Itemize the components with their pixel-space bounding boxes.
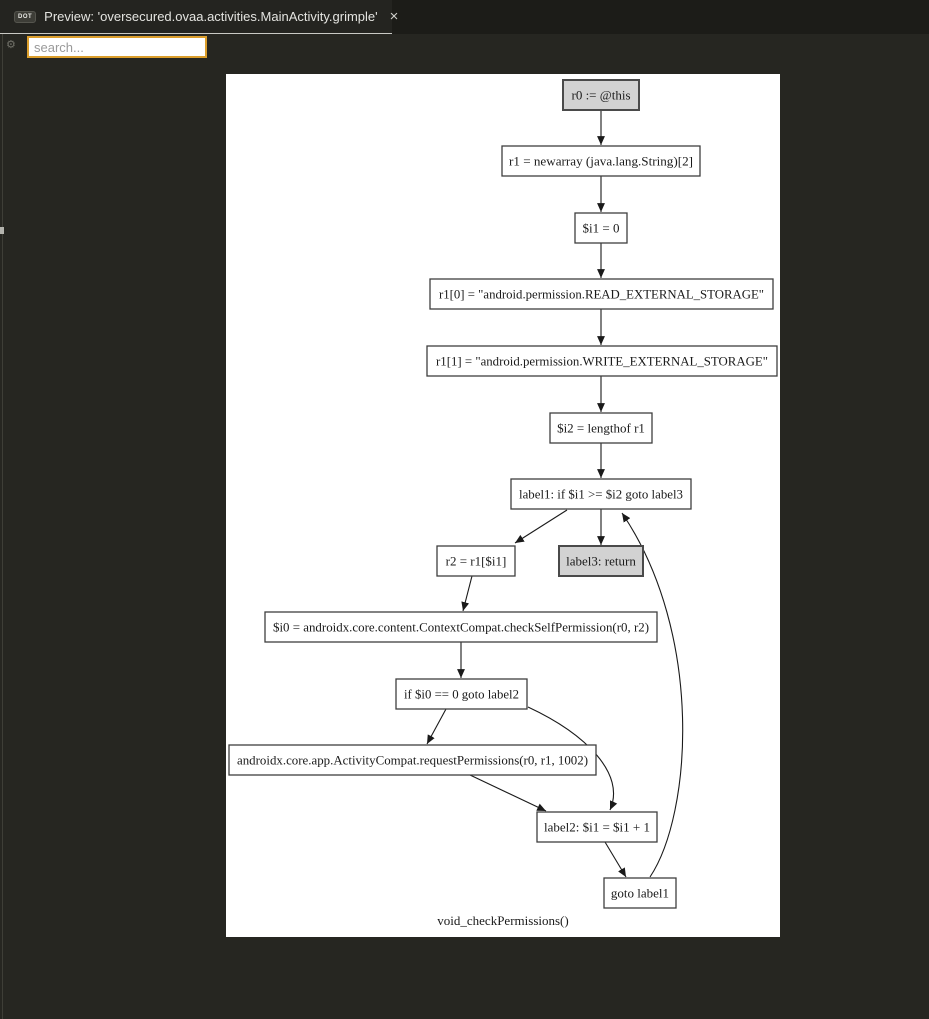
node-r2-index bbox=[437, 546, 515, 576]
node-r0-this bbox=[563, 80, 639, 110]
tab-dot-preview[interactable] bbox=[0, 0, 399, 34]
node-label: $i1 = 0 bbox=[582, 220, 620, 236]
node-checkselfpermission bbox=[265, 612, 657, 642]
sidebar-sash bbox=[2, 34, 3, 1019]
tab-bar bbox=[0, 0, 929, 34]
node-newarray bbox=[502, 146, 700, 176]
sash-handle[interactable] bbox=[0, 227, 4, 234]
node-label: r2 = r1[$i1] bbox=[445, 553, 507, 569]
dot-file-icon: DOT bbox=[14, 11, 36, 23]
node-goto-label1 bbox=[604, 878, 676, 908]
node-label: androidx.core.app.ActivityCompat.requestPermissions(r0, r1, 1002) bbox=[237, 752, 588, 768]
node-label1-if bbox=[511, 479, 691, 509]
preview-pane bbox=[0, 34, 929, 1019]
edge-request-label2 bbox=[470, 775, 546, 811]
node-i2-lengthof bbox=[550, 413, 652, 443]
node-label: goto label1 bbox=[610, 885, 670, 901]
node-label2-increment bbox=[537, 812, 657, 842]
node-label: r1 = newarray (java.lang.String)[2] bbox=[509, 153, 693, 169]
node-r1-1-write-storage bbox=[427, 346, 777, 376]
node-label: $i0 = androidx.core.content.ContextCompat.checkSelfPermission(r0, r2) bbox=[273, 619, 649, 635]
node-i1-init bbox=[575, 213, 627, 243]
node-if-i0 bbox=[396, 679, 527, 709]
edge-if-request bbox=[427, 709, 446, 744]
node-label3-return bbox=[559, 546, 643, 576]
gear-icon[interactable]: ⚙ bbox=[6, 39, 16, 51]
node-label: label2: $i1 = $i1 + 1 bbox=[544, 819, 650, 835]
node-label: $i2 = lengthof r1 bbox=[557, 420, 645, 436]
node-label: r0 := @this bbox=[571, 87, 631, 103]
graph-canvas[interactable] bbox=[226, 74, 780, 937]
control-flow-graph bbox=[226, 74, 780, 937]
node-label: r1[1] = "android.permission.WRITE_EXTERNAL_STORAGE" bbox=[436, 353, 768, 369]
node-label: label1: if $i1 >= $i2 goto label3 bbox=[519, 486, 683, 502]
node-r1-0-read-storage bbox=[430, 279, 773, 309]
edge-label2-goto bbox=[605, 842, 626, 877]
tab-title: Preview: 'oversecured.ovaa.activities.MainActivity.grimple' bbox=[44, 9, 378, 24]
edge-r2-checkself bbox=[463, 576, 472, 611]
node-label: if $i0 == 0 goto label2 bbox=[404, 686, 519, 702]
node-label: label3: return bbox=[566, 553, 636, 569]
node-requestpermissions bbox=[229, 745, 596, 775]
edge-label1-r2 bbox=[515, 510, 567, 543]
graph-caption: void_checkPermissions() bbox=[437, 913, 569, 928]
search-input[interactable] bbox=[27, 36, 207, 58]
tab-close-icon[interactable]: × bbox=[389, 8, 399, 25]
node-label: r1[0] = "android.permission.READ_EXTERNAL_STORAGE" bbox=[439, 286, 764, 302]
